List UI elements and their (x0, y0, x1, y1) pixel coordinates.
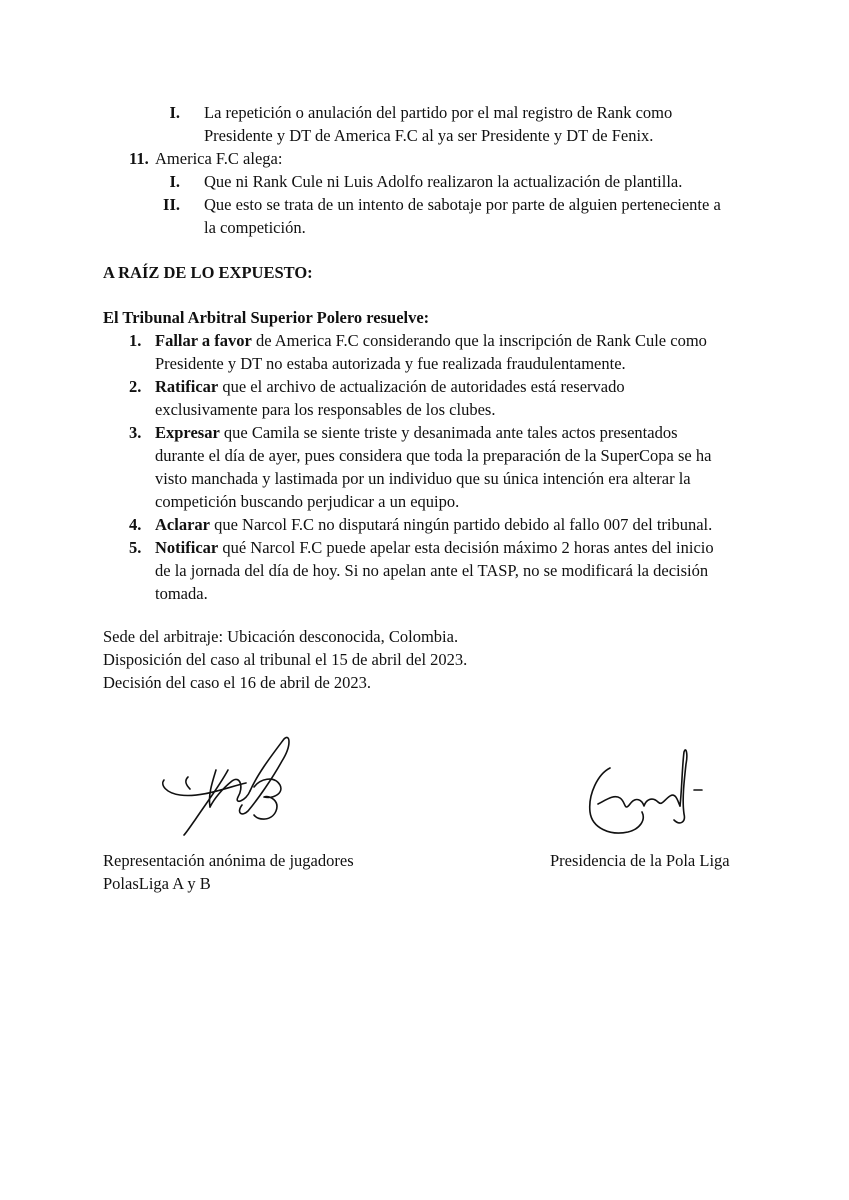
left-signature-stroke-5 (240, 737, 289, 813)
resolution-2-rest: que el archivo de actualización de autoridades está reservado (218, 377, 625, 396)
arbitration-seat: Sede del arbitraje: Ubicación desconocida, Colombia. (103, 627, 459, 646)
right-signature-caption: Presidencia de la Pola Liga (550, 851, 730, 870)
item-11-sub-ii-line1: Que esto se trata de un intento de sabotaje por parte de alguien perteneciente a (204, 195, 721, 214)
resolution-4-rest: que Narcol F.C no disputará ningún partido debido al fallo 007 del tribunal. (209, 515, 713, 534)
resolution-5-rest: qué Narcol F.C puede apelar esta decisión máximo 2 horas antes del inicio (218, 538, 714, 557)
item-11-sub-ii-line2: la competición. (204, 218, 306, 237)
list-marker-i: I. (169, 103, 180, 122)
resolution-4-marker: 4. (129, 515, 142, 534)
section-heading: A RAÍZ DE LO EXPUESTO: (103, 263, 313, 282)
resolution-3-bold: Expresar (155, 423, 220, 442)
item-11-text: America F.C alega: (155, 149, 283, 168)
resolution-2-bold: Ratificar (155, 377, 219, 396)
resolution-1-line1 (155, 330, 707, 353)
resolution-1-bold: Fallar a favor (155, 331, 252, 350)
resolution-3-line1 (155, 422, 678, 445)
resolution-5-marker: 5. (129, 538, 142, 557)
case-decision: Decisión del caso el 16 de abril de 2023. (103, 673, 372, 692)
resolution-2-line1 (155, 376, 625, 399)
case-disposition: Disposición del caso al tribunal el 15 de abril del 2023. (103, 650, 468, 669)
resolution-5-bold: Notificar (155, 538, 219, 557)
resolution-1-rest: de America F.C considerando que la inscripción de Rank Cule como (251, 331, 707, 350)
resolution-1-marker: 1. (129, 331, 142, 350)
item-11-sub-i-text: Que ni Rank Cule ni Luis Adolfo realizaron la actualización de plantilla. (204, 172, 683, 191)
item-11-marker: 11. (129, 149, 149, 168)
resolution-4-line1 (155, 514, 712, 537)
item-i-line2: Presidente y DT de America F.C al ya ser Presidente y DT de Fenix. (204, 126, 654, 145)
item-11-sub-i-marker: I. (169, 172, 180, 191)
right-signature-image (580, 742, 715, 842)
item-i-line1: La repetición o anulación del partido por el mal registro de Rank como (204, 103, 673, 122)
left-signature-stroke-1 (163, 780, 246, 796)
resolution-5-line2: de la jornada del día de hoy. Si no apelan ante el TASP, no se modificará la decisión (155, 561, 709, 580)
resolution-3-line4: competición buscando perjudicar a un equipo. (155, 492, 460, 511)
resolution-2-line2: exclusivamente para los responsables de los clubes. (155, 400, 496, 419)
resolution-5-line3: tomada. (155, 584, 208, 603)
resolution-heading: El Tribunal Arbitral Superior Polero resuelve: (103, 308, 430, 327)
resolution-3-line2: durante el día de ayer, pues considera que toda la preparación de la SuperCopa se ha (155, 446, 712, 465)
resolution-5-line1 (155, 537, 714, 560)
item-11-sub-ii-marker: II. (163, 195, 180, 214)
left-signature-image (150, 725, 310, 840)
resolution-3-rest: que Camila se siente triste y desanimada ante tales actos presentados (219, 423, 678, 442)
left-signature-caption-line1: Representación anónima de jugadores (103, 851, 354, 870)
left-signature-stroke-7 (186, 777, 190, 789)
left-signature-caption-line2: PolasLiga A y B (103, 874, 211, 893)
resolution-4-bold: Aclarar (155, 515, 210, 534)
resolution-2-marker: 2. (129, 377, 142, 396)
right-signature-stroke-3 (674, 750, 687, 823)
left-signature-stroke-2 (184, 770, 228, 835)
resolution-3-marker: 3. (129, 423, 142, 442)
resolution-3-line3: visto manchada y lastimada por un individuo que su única intención era alterar la (155, 469, 691, 488)
resolution-1-line2: Presidente y DT no estaba autorizada y fue realizada fraudulentamente. (155, 354, 626, 373)
right-signature-stroke-2 (598, 795, 680, 807)
